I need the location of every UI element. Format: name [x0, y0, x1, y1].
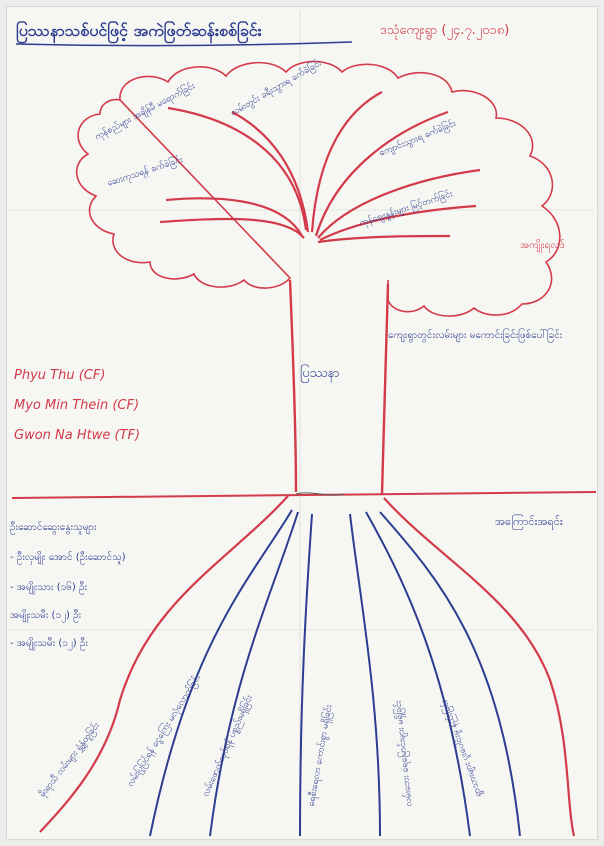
root-cause-text: လမ်းဖောက်လုပ်ရန် ပစ္စည်းမရှိခြင်း	[200, 693, 255, 799]
trunk-problem-label: ပြဿနာ	[300, 366, 340, 381]
facilitator-name: Gwon Na Htwe (TF)	[14, 428, 141, 443]
branch-lines	[160, 92, 480, 242]
root-cause-text: လမ်းပြုပြင်ရန် ငွေကြေး မလုံလောက်ခြင်း	[125, 672, 203, 789]
participants-item: အမျိုးသမီး (၁၂) ဦး	[10, 610, 82, 621]
participants-item: - အမျိုးသား (၁၆) ဦး	[10, 582, 88, 593]
branch-effect-text: ဆေးကုသရန် ခက်ခဲခြင်း	[106, 155, 185, 189]
participants-item: - အမျိုးသမီး (၁၂) ဦး	[10, 638, 88, 649]
trunk-side-note: ကျေးရွာတွင်းလမ်းများ မကောင်းခြင်းဖြစ်ပေါ်ခြင်း	[388, 330, 563, 341]
root-cause-text: လမ်းဘေး ရေမြောင်းများ မရှိခြင်း	[393, 700, 415, 808]
branch-effect-text: ကုန်စျေးနှုန်းများ မြင့်တက်ခြင်း	[358, 189, 454, 229]
causes-label: အကြောင်းအရင်း	[495, 515, 563, 528]
facilitator-name: Myo Min Thein (CF)	[14, 398, 140, 413]
facilitator-name: Phyu Thu (CF)	[14, 368, 106, 383]
branch-effect-text: ကုန်စည်များ အချိန်မီ မရောက်ခြင်း	[93, 81, 197, 143]
trunk-right-edge	[382, 284, 388, 494]
root-cause-text: မိုးရာသီ လမ်းများ ရွှံ့နွံထူခြင်း	[37, 720, 102, 800]
root-outline-left	[40, 496, 288, 832]
poster-subtitle: ဒသုံကျေးရွာ (၂၄.၇.၂၀၁၈)	[380, 23, 510, 38]
poster-title: ပြဿနာသစ်ပင်ဖြင့် အကဲဖြတ်ဆန်းစစ်ခြင်း	[16, 21, 262, 40]
branch-effect-text: ကျောင်းသွားရ ခက်ခဲခြင်း	[377, 118, 458, 159]
participants-heading: ဦးဆောင်ဆွေးနွေးသူများ	[10, 522, 97, 533]
root-cause-text: ရေစီးရေလာ ကောင်းစွာ မရှိခြင်း	[306, 704, 335, 808]
trunk-left-edge	[290, 280, 296, 492]
effects-label: အကျိုးရလဒ်	[520, 240, 565, 251]
root-cause-text: ရွာသားများ ပူးပေါင်းမှု နည်းခြင်း	[439, 698, 485, 799]
branch-effect-text: လမ်းတွင်း ခရီးသွားရ ခက်ခဲခြင်း	[229, 58, 324, 119]
participants-item: - ဦးလှမျိုး အောင် (ဦးဆောင်သူ)	[10, 552, 126, 563]
